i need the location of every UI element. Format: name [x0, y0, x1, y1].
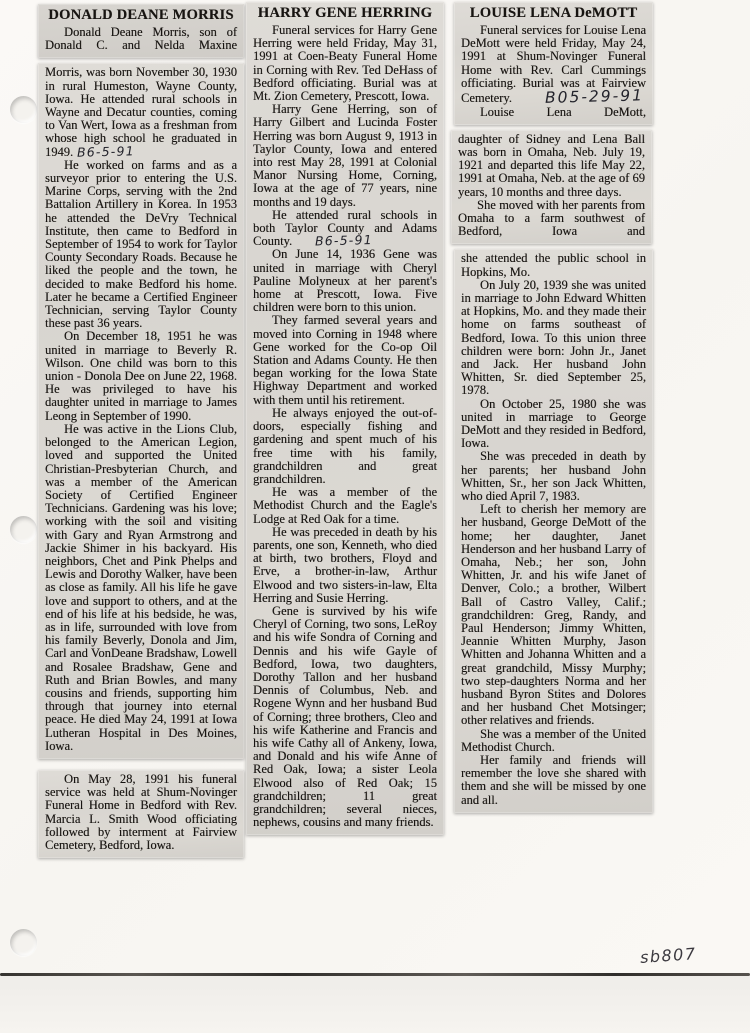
clipping-demott-header	[454, 2, 653, 125]
obituary-column-morris	[38, 4, 244, 858]
obituary-paragraph: On May 28, 1991 his funeral service was held at Shum-Novinger Funeral Home in Bedford with Rev. Marcia L. Smith Wood officiating followed by interment at Fairview Cemetery, Bedford, Iowa.	[45, 771, 237, 852]
obituary-paragraph: He was a member of the Methodist Church and the Eagle's Lodge at Red Oak for a time.	[253, 485, 437, 526]
hole-punch-middle	[10, 516, 37, 543]
obituary-paragraph: She moved with her parents from Omaha to a farm southwest of Bedford, Iowa and	[458, 197, 645, 239]
scan-background-below-page	[0, 976, 750, 1033]
obituary-paragraph: Left to cherish her memory are her husband, George DeMott of the home; her daughter, Janet Henderson and her husband Larry of Omaha, Neb.; her son, John Whitten, Jr. and his wife Janet of Denver, Colo.; a brother, Wilbert Ball of Castro Valley, Calif.; grandchildren: Greg, Randy, and Paul Henderson; Jimmy Whitten, Jeannie Whitten Murphy, Jason Whitten and Johanna Whitten and a great grandchild, Missy Murphy; two step-daughters Norma and her husband Byron Stites and Dolores and her husband Chet Motsinger; other relatives and friends.	[461, 502, 646, 728]
obituary-lead-morris: Donald Deane Morris, son of Donald C. and Nelda Maxine	[45, 25, 237, 53]
obituary-paragraph: On July 20, 1939 she was united in marriage to John Edward Whitten at Hopkins, Mo. and they made their home on farms southeast of Bedford, Iowa. To this union three children were born: John Jr., Janet and Jack. Her husband John Whitten, Sr. died September 25, 1978.	[461, 277, 646, 398]
obituary-paragraph: Harry Gene Herring, son of Harry Gilbert and Lucinda Foster Herring was born August 9, 1913 in Taylor County, Iowa and entered into rest May 28, 1991 at Colonial Manor Nursing Home, Corning, Iowa at the age of 77 years, nine months and 19 days.	[253, 102, 437, 209]
obituary-paragraph: He worked on farms and as a surveyor prior to entering the U.S. Marine Corps, serving with the 2nd Battalion Artillery in Korea. In 1953 he attended the DeVry Technical Institute, then came to Bedford in September of 1954 to work for Taylor County Secondary Roads. Because he liked the people and the town, he decided to make Bedford his home. Later he became a Certified Engineer Technician, serving Taylor County these past 36 years.	[45, 157, 237, 331]
obituary-paragraph: Funeral services for Harry Gene Herring were held Friday, May 31, 1991 at Coen-Beaty Funeral Home in Corning with Rev. Ted DeHass of Bedford officiating. Burial was at Mt. Zion Cemetery, Prescott, Iowa.	[253, 23, 437, 104]
obituary-paragraph: They farmed several years and moved into Corning in 1948 where Gene worked for the Co-op Oil Station and Adams County. He then began working for the Iowa State Highway Department and worked with them until his retirement.	[253, 313, 437, 407]
obituary-paragraph	[461, 24, 646, 106]
clipping-demott-body	[454, 249, 653, 813]
obituary-paragraph: Gene is survived by his wife Cheryl of Corning, two sons, LeRoy and his wife Sondra of Corning and Dennis and his wife Gayle of Bedford, Iowa, two daughters, Dorothy Tallon and her husband Dennis of Columbus, Neb. and Rogene Wynn and her husband Bud of Corning; three brothers, Cleo and his wife Katherine and Francis and his wife Cathy all of Ankeny, Iowa, and Donald and his wife Anne of Red Oak, Iowa; a sister Leola Elwood also of Red Oak; 15 grandchildren; 11 great grandchildren; several nieces, nephews, cousins and many friends.	[253, 603, 437, 830]
handwritten-date-code: B6-5-91	[76, 142, 136, 160]
obituary-paragraph: On December 18, 1951 he was united in marriage to Beverly R. Wilson. One child was born to this union - Donola Dee on June 22, 1968. He was privileged to have his daughter united in marriage to James Leong in September of 1990.	[45, 329, 237, 423]
obituary-paragraph: Her family and friends will remember the love she shared with them and she will be missed by one and all.	[461, 753, 646, 807]
obituary-headline-demott: LOUISE LENA DeMOTT	[469, 5, 638, 21]
obituary-paragraph: She was a member of the United Methodist Church.	[461, 726, 646, 754]
obituary-headline-morris: DONALD DEANE MORRIS	[48, 7, 234, 23]
obituary-paragraph: He always enjoyed the out-of-doors, especially fishing and gardening and spent much of his free time with his family, grandchildren and great grandchildren.	[253, 405, 437, 486]
clipping-demott-middle	[451, 130, 652, 245]
obituary-paragraph: She was preceded in death by her parents; her husband John Whitten, Sr., her son Jack Whitten, who died April 7, 1983.	[461, 449, 646, 503]
obituary-column-herring	[246, 2, 444, 835]
obituary-paragraph: He was preceded in death by his parents, one son, Kenneth, who died at birth, two brothers, Floyd and Erve, a brother-in-law, Arthur Elwood and two sisters-in-law, Elta Herring and Susie Herring.	[253, 524, 437, 605]
obituary-paragraph: On October 25, 1980 she was united in marriage to George DeMott and they resided in Bedford, Iowa.	[461, 396, 646, 451]
handwritten-page-code: sb807	[639, 944, 698, 967]
paragraph-text: Funeral services for Louise Lena DeMott were held Friday, May 24, 1991 at Shum-Novinger Funeral Home with Rev. Carl Cummings officiating. Burial was at Fairview Cemetery.	[461, 23, 646, 106]
clipping-morris-body	[38, 63, 244, 759]
obituary-paragraph: she attended the public school in Hopkins, Mo.	[461, 251, 646, 279]
hole-punch-top	[10, 96, 37, 123]
obituary-headline-herring: HARRY GENE HERRING	[257, 5, 433, 21]
clipping-morris-funeral	[38, 770, 244, 858]
obituary-column-demott	[454, 2, 653, 813]
obituary-paragraph: He was active in the Lions Club, belonged to the American Legion, loved and supported the United Christian-Presbyterian Church, and was a member of the American Society of Certified Engineer Technicians. Gardening was his love; working with the soil and visiting with Gary and Ryan Armstrong and Jackie Shimer in his backyard. His neighbors, Chet and Pink Phelps and Lewis and Dorothy Walker, have been as close as family. All his life he gave love and support to others, and at the end of his life at his bedside, he was, as in life, surrounded with love from his family Beverly, Donola and Jim, Carl and VonDeane Bradshaw, Lowell and Rosalee Bradshaw, Gene and Ruth and Brian Bowles, and many cousins and friends, supporting him through that journey into eternal peace. He died May 24, 1991 at Iowa Lutheran Hospital in Des Moines, Iowa.	[45, 421, 237, 753]
obituary-paragraph: On June 14, 1936 Gene was united in marriage with Cheryl Pauline Molyneux at her parent's home at Prescott, Iowa. Five children were born to this union.	[253, 247, 437, 315]
obituary-paragraph: Louise Lena DeMott,	[480, 104, 646, 119]
hole-punch-bottom	[10, 929, 37, 956]
obituary-paragraph	[45, 66, 237, 158]
paragraph-text: He attended rural schools in both Taylor County and Adams County.	[253, 207, 437, 249]
clipping-morris-header	[38, 4, 244, 58]
paragraph-text: Morris, was born November 30, 1930 in rural Humeston, Wayne County, Iowa. He attended rural schools in Wayne and Decatur counties, coming to Van Wert, Iowa as a freshman from whose high school he graduated in 1949.	[45, 65, 237, 159]
obituary-paragraph	[253, 209, 437, 249]
clipping-herring	[246, 2, 444, 835]
handwritten-date-code: B05-29-91	[544, 86, 645, 107]
obituary-paragraph: daughter of Sidney and Lena Ball was born in Omaha, Neb. July 19, 1921 and departed this life May 22, 1991 at Omaha, Neb. at the age of 69 years, 10 months and three days.	[458, 131, 645, 199]
handwritten-date-code: B6-5-91	[314, 232, 374, 249]
